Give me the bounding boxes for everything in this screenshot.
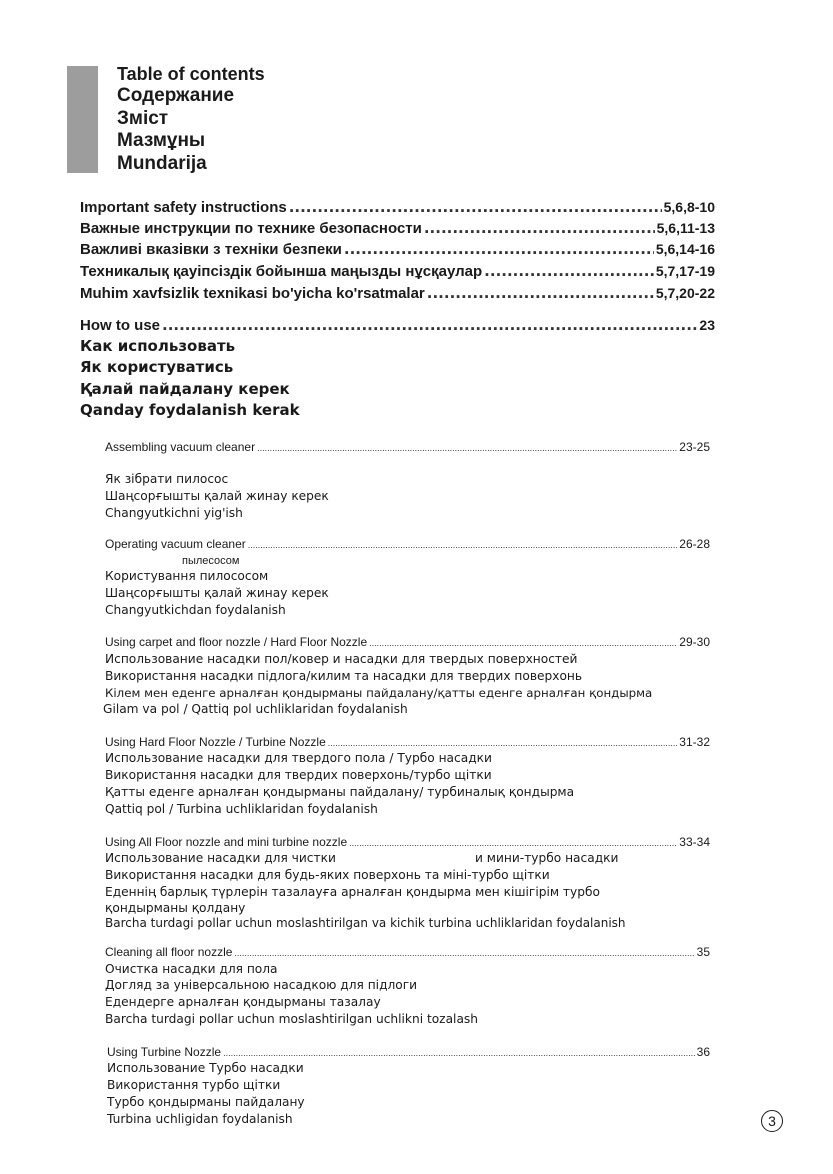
section-line: Қатты еденге арналған қондырманы пайдалану/ турбиналық қондырма — [105, 785, 575, 799]
section-line: Gilam va pol / Qattiq pol uchliklaridan foydalanish — [103, 702, 408, 716]
toc-entry-safety-uz[interactable]: Muhim xavfsizlik texnikasi bo'yicha ko'rsatmalar ..... 5,7,20-22 — [80, 283, 715, 304]
section-line: Очистка насадки для пола — [105, 962, 278, 976]
section-line: Користування пилососом — [105, 569, 269, 583]
section-line: қондырманы қолдану — [105, 901, 246, 915]
section-line: Турбо қондырманы пайдалану — [107, 1095, 305, 1109]
toc-entry-all-floor-mini-turbine[interactable]: Using All Floor nozzle and mini turbine nozzle ..... 33-34 — [105, 834, 710, 851]
how-to-use-ru: Как использовать — [80, 337, 236, 355]
section-line: Використання насадки підлога/килим та насадки для твердих поверхонь — [105, 669, 583, 683]
toc-entry-safety-ru[interactable]: Важные инструкции по технике безопасности ..... 5,6,11-13 — [80, 218, 715, 239]
toc-entry-operating[interactable]: Operating vacuum cleaner ..... 26-28 — [105, 536, 710, 553]
title-uzbek: Mundarija — [117, 152, 207, 174]
how-to-use-uk: Як користуватись — [80, 358, 234, 376]
section-line: Turbina uchligidan foydalanish — [107, 1112, 293, 1126]
toc-entry-safety-uk[interactable]: Важливі вказівки з техніки безпеки ..... 5,6,14-16 — [80, 239, 715, 260]
section-line: Використання насадки для твердих поверхонь/турбо щітки — [105, 768, 492, 782]
section-line: Changyutkichni yig'ish — [105, 506, 243, 520]
section-note: пылесосом — [182, 555, 240, 567]
section-line: Использование насадки для твердого пола / Турбо насадки — [105, 751, 492, 765]
section-line: Як зібрати пилосос — [105, 472, 229, 486]
title-kazakh: Мазмұны — [117, 130, 206, 151]
toc-entry-cleaning-nozzle[interactable]: Cleaning all floor nozzle ..... 35 — [105, 944, 710, 961]
section-line: Шаңсорғышты қалай жинау керек — [105, 489, 329, 503]
toc-entry-safety-kk[interactable]: Техникалық қауіпсіздік бойынша маңызды нұсқаулар ..... 5,7,17-19 — [80, 261, 715, 282]
section-line: Еденнің барлық түрлерін тазалауға арналған қондырма мен кішігірім турбо — [105, 885, 600, 899]
how-to-use-uz: Qanday foydalanish kerak — [80, 401, 300, 419]
section-line: Использование насадки для чистки — [105, 851, 336, 865]
section-line: Кілем мен еденге арналған қондырманы пайдалану/қатты еденге арналған қондырма — [105, 686, 653, 700]
section-line: Догляд за універсальною насадкою для підлоги — [105, 978, 418, 992]
toc-entry-assembling[interactable]: Assembling vacuum cleaner ..... 23-25 — [105, 439, 710, 456]
section-line: Використання насадки для будь-яких поверхонь та міні-турбо щітки — [105, 868, 550, 882]
section-line: Едендерге арналған қондырманы тазалау — [105, 995, 381, 1009]
toc-entry-safety-en[interactable]: Important safety instructions ..... 5,6,8-10 — [80, 197, 715, 218]
title-accent-bar — [67, 66, 98, 173]
section-line: и мини-турбо насадки — [475, 851, 619, 865]
section-line: Использование насадки пол/ковер и насадки для твердых поверхностей — [105, 652, 578, 666]
section-line: Barcha turdagi pollar uchun moslashtirilgan uchlikni tozalash — [105, 1012, 478, 1026]
section-line: Changyutkichdan foydalanish — [105, 603, 286, 617]
toc-entry-turbine-nozzle[interactable]: Using Turbine Nozzle ..... 36 — [107, 1044, 710, 1061]
title-ukrainian: Зміст — [117, 107, 169, 129]
page-number: 3 — [761, 1110, 783, 1132]
title-english: Table of contents — [117, 64, 265, 84]
toc-entry-carpet-floor[interactable]: Using carpet and floor nozzle / Hard Floor Nozzle ..... 29-30 — [105, 634, 710, 651]
section-line: Использование Турбо насадки — [107, 1061, 304, 1075]
how-to-use-kk: Қалай пайдалану керек — [80, 380, 290, 398]
section-line: Qattiq pol / Turbina uchliklaridan foydalanish — [105, 802, 378, 816]
toc-entry-hard-floor-turbine[interactable]: Using Hard Floor Nozzle / Turbine Nozzle ..... 31-32 — [105, 734, 710, 751]
toc-title-block — [117, 64, 265, 175]
section-line: Використання турбо щітки — [107, 1078, 281, 1092]
toc-entry-how-to-use[interactable]: How to use ..... 23 — [80, 315, 715, 336]
section-line: Barcha turdagi pollar uchun moslashtirilgan va kichik turbina uchliklaridan foydalanish — [105, 916, 626, 930]
section-line: Шаңсорғышты қалай жинау керек — [105, 586, 329, 600]
title-russian: Содержание — [117, 85, 235, 106]
